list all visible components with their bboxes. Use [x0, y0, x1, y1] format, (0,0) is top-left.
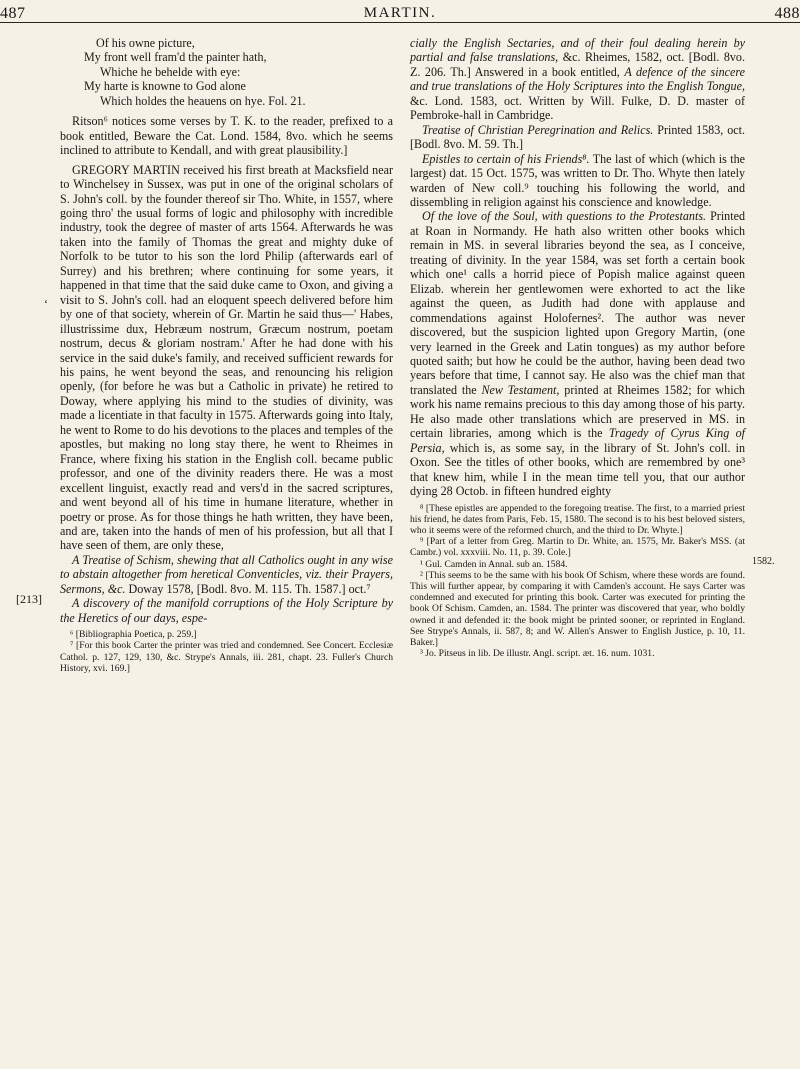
footnote: ⁸ [These epistles are appended to the foregoing treatise. The first, to a married priest his friend, he dates from Paris, Feb. 15, 1580. The second is to his best beloved sisters, who it seems were of the reformed church, and the third to Dr. Whyte.] — [410, 502, 745, 536]
work-details: which is, as some say, in the library of St. John's coll. in Oxon. See the titles of other books, which are remembred by one³ that knew him, while I in the mean time tell you, that our author dying 28 Octob. in fifteen hundred eighty — [410, 440, 745, 499]
verse-line: My harte is knowne to God alone — [84, 79, 246, 94]
work-title: A discovery of the manifold corruptions of the Holy Scripture by the Heretics of our days, espe- — [60, 596, 393, 625]
left-column — [60, 36, 393, 674]
work-details: &c. Rheimes, 1582, oct. [Bodl. 8vo. Z. 206. Th.] Answered in a book entitled, — [410, 50, 746, 79]
margin-year: 1582. — [752, 556, 775, 567]
verse-block — [60, 36, 393, 108]
work-title: A Treatise of Schism, shewing that all Catholics ought in any wise to abstain altogether from heretical Conventicles, viz. their Prayers, Sermons, &c. — [60, 552, 393, 596]
work-details: printed at Rheimes 1582; for which work his name remains precious to this day among those of his party. He also made other translations which are preserved in MS. in certain libraries, among which is the — [410, 382, 745, 441]
work-details: Doway 1578, [Bodl. 8vo. M. 115. Th. 1587.] oct.⁷ — [128, 581, 371, 596]
verse-line: Whiche he behelde with eye: — [100, 64, 241, 79]
work-entry — [410, 152, 745, 210]
work-entry — [410, 36, 745, 123]
work-entry — [60, 553, 393, 596]
work-title: New Testament, — [481, 382, 560, 397]
work-title: cially the English Sectaries, and of their foul dealing herein by partial and false translations, — [410, 36, 745, 65]
page-header — [0, 0, 800, 23]
work-title: Of the love of the Soul, with questions to the Protestants. — [422, 209, 707, 224]
margin-page-ref: [213] — [16, 592, 42, 606]
footnote: ³ Jo. Pitseus in lib. De illustr. Angl. script. æt. 16. num. 1031. — [420, 648, 655, 660]
ritson-paragraph: Ritson⁶ notices some verses by T. K. to the reader, prefixed to a book entitled, Beware the Cat. Lond. 1584, 8vo. which he seems inclined to attribute to Kendall, and with great plausibility.] — [60, 114, 393, 158]
footnote: ⁹ [Part of a letter from Greg. Martin to Dr. White, an. 1575, Mr. Baker's MSS. (at Cambr.) vol. xxxviii. No. 11, p. 39. Cole.] — [410, 536, 745, 559]
verse-line: My front well fram'd the painter hath, — [84, 50, 267, 65]
martin-biography — [60, 163, 393, 553]
verse-line: Of his owne picture, — [96, 36, 195, 50]
right-page-number: 488 — [774, 5, 800, 22]
footnote: ¹ Gul. Camden in Annal. sub an. 1584. — [420, 558, 568, 570]
work-details: The last of which (which is the largest) dat. 15 Oct. 1575, was written to Dr. Tho. Whyte then lately warden of New coll.⁹ touching his following the world, and dissembling in religion against his conscience and knowledge. — [410, 151, 745, 209]
verse-line: Which holdes the heauens on hye. Fol. 21. — [100, 93, 306, 108]
right-column — [410, 36, 745, 659]
work-title: Epistles to certain of his Friends⁸. — [422, 151, 590, 166]
left-page-number: 487 — [0, 5, 26, 22]
margin-tick-mark: ‘ — [44, 297, 48, 311]
work-entry — [410, 209, 745, 498]
work-title: Treatise of Christian Peregrination and Relics. — [422, 122, 654, 137]
work-details: Printed 1583, oct. [Bodl. 8vo. M. 59. Th.] — [410, 122, 745, 152]
work-entry — [60, 596, 393, 625]
running-title: MARTIN. — [363, 5, 437, 21]
work-details: &c. Lond. 1583, oct. Written by Will. Fulke, D. D. master of Pembroke-hall in Cambridge. — [410, 93, 745, 123]
footnote: ⁶ [Bibliographia Poetica, p. 259.] — [70, 629, 197, 641]
biography-text: received his first breath at Macksfield near to Winchelsey in Sussex, was put in one of the original scholars of S. John's coll. by the founder thereof sir Tho. White, in 1557, where going thro' the usual forms of logic and philosophy with incredible industry, took the degree of master of arts 1564. Afterwards he was taken into the family of Thomas the great and mighty duke of Norfolk to be tutor to his son the lord Philip (afterwards earl of Surrey) and his brethren; where continuing for some years, it happened in that time that the said duke came to Oxon, and giving a visit to S. John's coll. had an eloquent speech delivered before him by one of that society, wherein of Gr. Martin he said thus—' Habes, illustrissime dux, Hebræum nostrum, Græcum nostrum, poetam nostrum, decus & gloriam nostram.' After he had done with his service in the said duke's family, and received sufficient rewards for his pains, he went beyond the seas, and renouncing his religion openly, (for before he was but a Catholic in private) he retired to Doway, where applying his mind to the studies of divinity, was made a licentiate in that faculty in 1575. Afterwards going into Italy, he went to Rome to do his devotions to the places and temples of the apostles, but making no long stay there, he went to Rheimes in France, where fixing his station in the English coll. became public professor, and one of the divinity readers there. He was a most excellent linguist, exactly read and vers'd in the sacred scriptures, and went beyond all of his time in humane literature, whether in poetry or prose. As for those things he hath written, they have been, and are, taken into the hands of men of his profession, but all that I have seen of them, are only these, — [60, 162, 393, 553]
footnote: ⁷ [For this book Carter the printer was tried and condemned. See Concert. Ecclesiæ Cathol. p. 127, 129, 130, &c. Strype's Annals, iii. 281, chapt. 23. Fuller's Church History, xvi. 169.] — [60, 640, 393, 674]
work-title: A defence of the sincere and true translations of the Holy Scriptures into the English Tongue, — [410, 64, 746, 94]
work-details: Printed at Roan in Normandy. He hath also written other books which remain in MS. in several libraries beyond the sea, as I conceive, treating of divinity. In the year 1584, was set forth a certain book which one¹ calls a horrid piece of Popish malice against queen Elizab. wherein her gentlewomen were exhorted to act the like against the queen, as Judith had done with applause and commendations against Holofernes². The author was never discovered, but the suspicion lighted upon Gregory Martin, (one very learned in the Greek and Latin tongues) as my author before quoted saith; but how he could be the author, having been dead two years before that time, I cannot say. He also was the chief man that translated the — [410, 209, 745, 397]
work-entry — [410, 123, 745, 152]
footnote: ² [This seems to be the same with his book Of Schism, where these words are found. This will further appear, by comparing it with Camden's account. He says Carter was condemned and executed for printing this book. Carter was executed for printing the book Of Schism. Camden, an. 1584. The printer was discovered that year, who boldly owned it and defended it: the book might be printed sooner, or reprinted in England. See Strype's Annals, ii. 587, 8; and W. Allen's Answer to English Justice, p. 10, 11. Baker.] — [410, 569, 745, 648]
subject-name: GREGORY MARTIN — [72, 162, 180, 177]
work-title: Tragedy of Cyrus King of Persia, — [410, 426, 745, 455]
